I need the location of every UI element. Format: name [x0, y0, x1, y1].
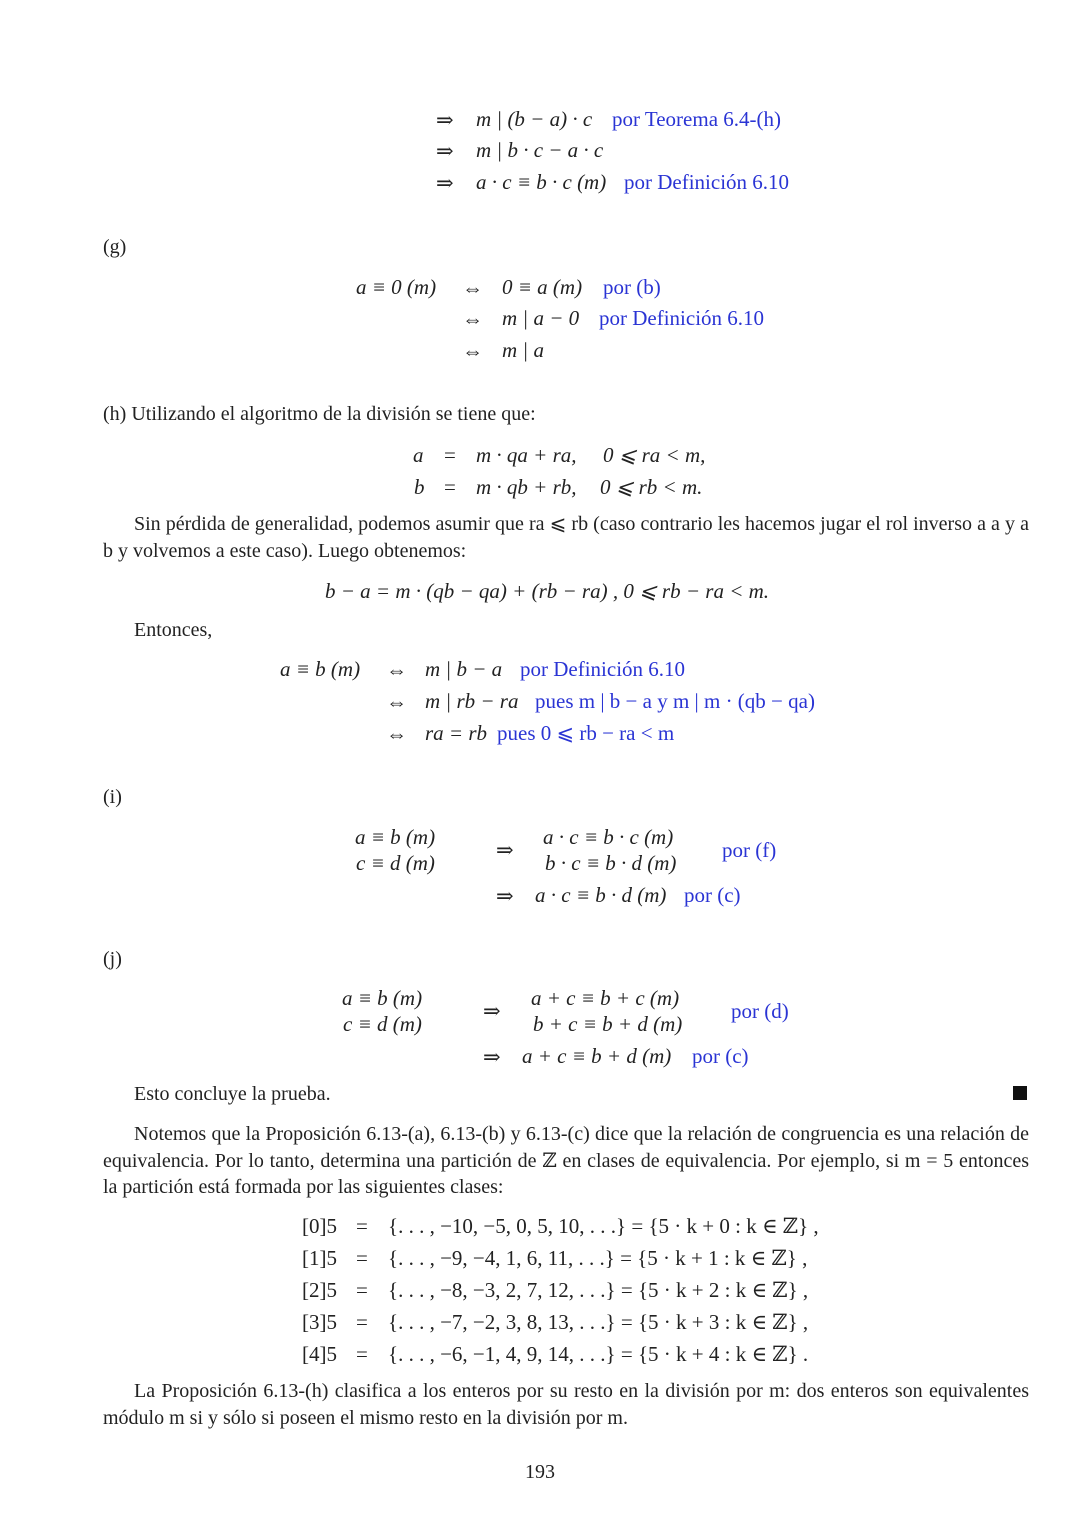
justification: por (f): [722, 838, 777, 862]
justification: por Definición 6.10: [520, 657, 686, 681]
implies-arrow: ⇒: [483, 1045, 501, 1069]
math-expr: m | rb − ra: [425, 689, 519, 713]
implies-arrow: ⇒: [436, 171, 454, 195]
class-label: [4]5: [302, 1342, 337, 1366]
part-h-intro: (h) Utilizando el algoritmo de la división se tiene que:: [103, 403, 536, 425]
qed-square-icon: [1013, 1086, 1027, 1100]
iff-arrow: ⇔: [386, 690, 407, 714]
justification: por (b): [603, 275, 661, 299]
iff-arrow: ⇔: [462, 339, 483, 363]
iff-arrow: ⇔: [462, 276, 483, 300]
part-label-g: (g): [103, 236, 127, 258]
paragraph: Notemos que la Proposición 6.13-(a), 6.13-(b) y 6.13-(c) dice que la relación de congruencia es una relación de equivalencia. Por lo tanto, determina una partición de ℤ en clases de equivalencia. Por ejemplo, si m = 5 entonces la partición está formada por las siguientes clases:: [103, 1123, 1029, 1198]
math-expr: b − a = m · (qb − qa) + (rb − ra) , 0 ⩽ rb − ra < m.: [325, 579, 770, 603]
iff-arrow: ⇔: [386, 658, 407, 682]
equals: =: [444, 475, 456, 499]
math-expr: 0 ≡ a (m): [502, 275, 583, 299]
math-expr: m | a − 0: [502, 306, 580, 330]
math-expr: m · qb + rb,: [476, 475, 577, 499]
math-expr: a ≡ 0 (m): [356, 275, 437, 299]
page-number: 193: [525, 1461, 555, 1483]
implies-arrow: ⇒: [436, 108, 454, 132]
math-expr: m · qa + ra,: [476, 443, 577, 467]
math-expr: m | (b − a) · c: [476, 107, 593, 131]
math-expr: a ≡ b (m): [342, 986, 423, 1010]
justification: pues 0 ⩽ rb − ra < m: [497, 721, 675, 745]
paragraph: Sin pérdida de generalidad, podemos asumir que ra ⩽ rb (caso contrario les hacemos jugar el rol inverso a a y a b y volvemos a este caso). Luego obtenemos:: [103, 513, 1029, 562]
equals: =: [356, 1310, 368, 1334]
math-expr: ra = rb: [425, 721, 488, 745]
class-set: {. . . , −10, −5, 0, 5, 10, . . .} = {5 · k + 0 : k ∈ ℤ} ,: [388, 1214, 819, 1238]
paragraph: Entonces,: [134, 619, 213, 641]
math-expr: a · c ≡ b · c (m): [476, 170, 607, 194]
math-expr: a ≡ b (m): [280, 657, 361, 681]
math-expr: m | b − a: [425, 657, 503, 681]
math-expr: b · c ≡ b · d (m): [545, 851, 677, 875]
math-expr: c ≡ d (m): [356, 851, 435, 875]
justification: por Definición 6.10: [624, 170, 790, 194]
class-set: {. . . , −7, −2, 3, 8, 13, . . .} = {5 · k + 3 : k ∈ ℤ} ,: [388, 1310, 809, 1334]
equals: =: [444, 443, 456, 467]
iff-arrow: ⇔: [462, 307, 483, 331]
implies-arrow: ⇒: [496, 838, 514, 862]
math-expr: a · c ≡ b · d (m): [535, 883, 667, 907]
iff-arrow: ⇔: [386, 722, 407, 746]
justification: por (c): [692, 1044, 749, 1068]
paragraph: La Proposición 6.13-(h) clasifica a los enteros por su resto en la división por m: dos enteros son equivalentes módulo m si y sólo si poseen el mismo resto en la división por m.: [103, 1380, 1029, 1429]
class-set: {. . . , −9, −4, 1, 6, 11, . . .} = {5 · k + 1 : k ∈ ℤ} ,: [388, 1246, 808, 1270]
class-label: [1]5: [302, 1246, 337, 1270]
math-expr: 0 ⩽ ra < m,: [603, 443, 706, 467]
justification: por Definición 6.10: [599, 306, 765, 330]
math-expr: a: [413, 443, 424, 467]
math-expr: m | a: [502, 338, 544, 362]
math-expr: a · c ≡ b · c (m): [543, 825, 674, 849]
math-expr: a ≡ b (m): [355, 825, 436, 849]
equals: =: [356, 1342, 368, 1366]
justification: pues m | b − a y m | m · (qb − qa): [535, 689, 815, 713]
justification: por Teorema 6.4-(h): [612, 107, 781, 131]
equals: =: [356, 1214, 368, 1238]
part-label-i: (i): [103, 786, 122, 808]
math-expr: a + c ≡ b + c (m): [531, 986, 680, 1010]
math-expr: b: [414, 475, 425, 499]
implies-arrow: ⇒: [496, 884, 514, 908]
equals: =: [356, 1246, 368, 1270]
class-label: [3]5: [302, 1310, 337, 1334]
implies-arrow: ⇒: [436, 139, 454, 163]
equals: =: [356, 1278, 368, 1302]
implies-arrow: ⇒: [483, 999, 501, 1023]
justification: por (d): [731, 999, 789, 1023]
class-label: [0]5: [302, 1214, 337, 1238]
class-set: {. . . , −6, −1, 4, 9, 14, . . .} = {5 · k + 4 : k ∈ ℤ} .: [388, 1342, 809, 1366]
math-expr: m | b · c − a · c: [476, 138, 604, 162]
class-label: [2]5: [302, 1278, 337, 1302]
part-label-j: (j): [103, 948, 122, 970]
proof-conclusion: Esto concluye la prueba.: [134, 1083, 331, 1105]
math-expr: 0 ⩽ rb < m.: [600, 475, 703, 499]
math-expr: a + c ≡ b + d (m): [522, 1044, 672, 1068]
math-expr: b + c ≡ b + d (m): [533, 1012, 683, 1036]
class-set: {. . . , −8, −3, 2, 7, 12, . . .} = {5 · k + 2 : k ∈ ℤ} ,: [388, 1278, 809, 1302]
justification: por (c): [684, 883, 741, 907]
math-expr: c ≡ d (m): [343, 1012, 422, 1036]
